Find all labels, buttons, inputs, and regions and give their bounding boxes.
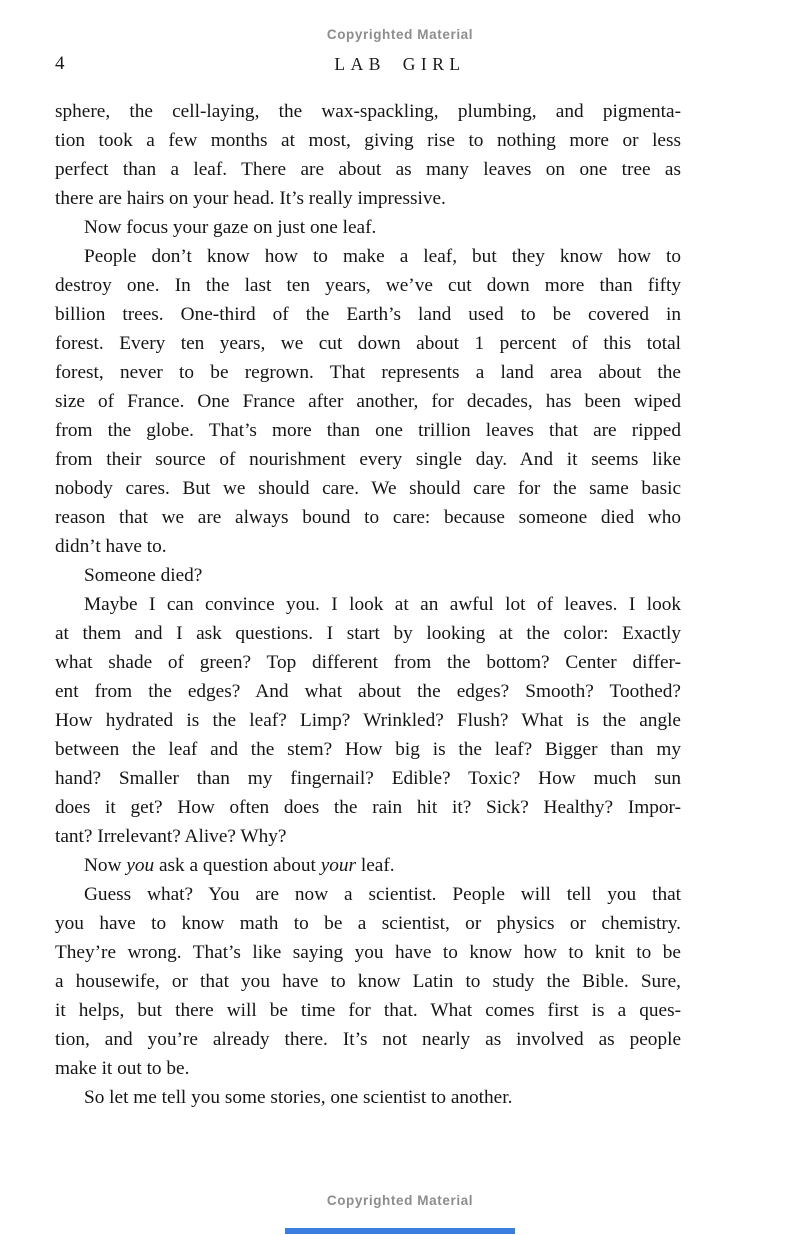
text-line: hand? Smaller than my fingernail? Edible? Toxic? How much sun (55, 768, 681, 789)
paragraph (55, 590, 681, 851)
text-line: perfect than a leaf. There are about as many leaves on one tree as (55, 159, 681, 180)
text-line: Maybe I can convince you. I look at an awful lot of leaves. I look (84, 594, 681, 615)
paragraph (55, 213, 681, 242)
text-line: tant? Irrelevant? Alive? Why? (55, 826, 287, 847)
paragraph (55, 561, 681, 590)
text-line: it helps, but there will be time for that. What comes first is a ques- (55, 1000, 681, 1021)
text-line: tion, and you’re already there. It’s not nearly as involved as people (55, 1029, 681, 1050)
text-line: reason that we are always bound to care: because someone died who (55, 507, 681, 528)
text-line: you have to know math to be a scientist, or physics or chemistry. (55, 913, 681, 934)
text-line: Now focus your gaze on just one leaf. (84, 217, 377, 238)
paragraph (55, 880, 681, 1083)
text-line: make it out to be. (55, 1058, 190, 1079)
text-line: size of France. One France after another, for decades, has been wiped (55, 391, 681, 412)
text-line: didn’t have to. (55, 536, 167, 557)
text-line: destroy one. In the last ten years, we’ve cut down more than fifty (55, 275, 681, 296)
text-line: Guess what? You are now a scientist. People will tell you that (84, 884, 681, 905)
text-line: billion trees. One-third of the Earth’s land used to be covered in (55, 304, 681, 325)
text-line: They’re wrong. That’s like saying you have to know how to knit to be (55, 942, 681, 963)
text-line: People don’t know how to make a leaf, but they know how to (84, 246, 681, 267)
text-line: Now you ask a question about your leaf. (84, 855, 395, 876)
text-line: a housewife, or that you have to know Latin to study the Bible. Sure, (55, 971, 681, 992)
text-line: Someone died? (84, 565, 203, 586)
running-head-title: LAB GIRL (334, 54, 466, 74)
text-line: forest. Every ten years, we cut down about 1 percent of this total (55, 333, 681, 354)
paragraph (55, 1083, 681, 1112)
text-line: at them and I ask questions. I start by looking at the color: Exactly (55, 623, 681, 644)
text-line: from the globe. That’s more than one trillion leaves that are ripped (55, 420, 681, 441)
text-line: there are hairs on your head. It’s really impressive. (55, 188, 446, 209)
text-line: ent from the edges? And what about the edges? Smooth? Toothed? (55, 681, 681, 702)
paragraph (55, 97, 681, 213)
page-progress-bar (285, 1228, 515, 1234)
body-text (55, 97, 681, 1112)
paragraph (55, 851, 681, 880)
page-number: 4 (55, 53, 65, 74)
text-line: forest, never to be regrown. That represents a land area about the (55, 362, 681, 383)
text-line: from their source of nourishment every single day. And it seems like (55, 449, 681, 470)
text-line: between the leaf and the stem? How big is the leaf? Bigger than my (55, 739, 681, 760)
copyright-banner-bottom: Copyrighted Material (326, 1193, 474, 1208)
paragraph (55, 242, 681, 561)
text-line: So let me tell you some stories, one scientist to another. (84, 1087, 513, 1108)
text-line: what shade of green? Top different from the bottom? Center differ- (55, 652, 681, 673)
text-line: tion took a few months at most, giving rise to nothing more or less (55, 130, 681, 151)
copyright-banner-top: Copyrighted Material (326, 27, 474, 42)
text-line: does it get? How often does the rain hit it? Sick? Healthy? Impor- (55, 797, 681, 818)
text-line: nobody cares. But we should care. We should care for the same basic (55, 478, 681, 499)
text-line: How hydrated is the leaf? Limp? Wrinkled? Flush? What is the angle (55, 710, 681, 731)
text-line: sphere, the cell-laying, the wax-spackling, plumbing, and pigmenta- (55, 101, 681, 122)
